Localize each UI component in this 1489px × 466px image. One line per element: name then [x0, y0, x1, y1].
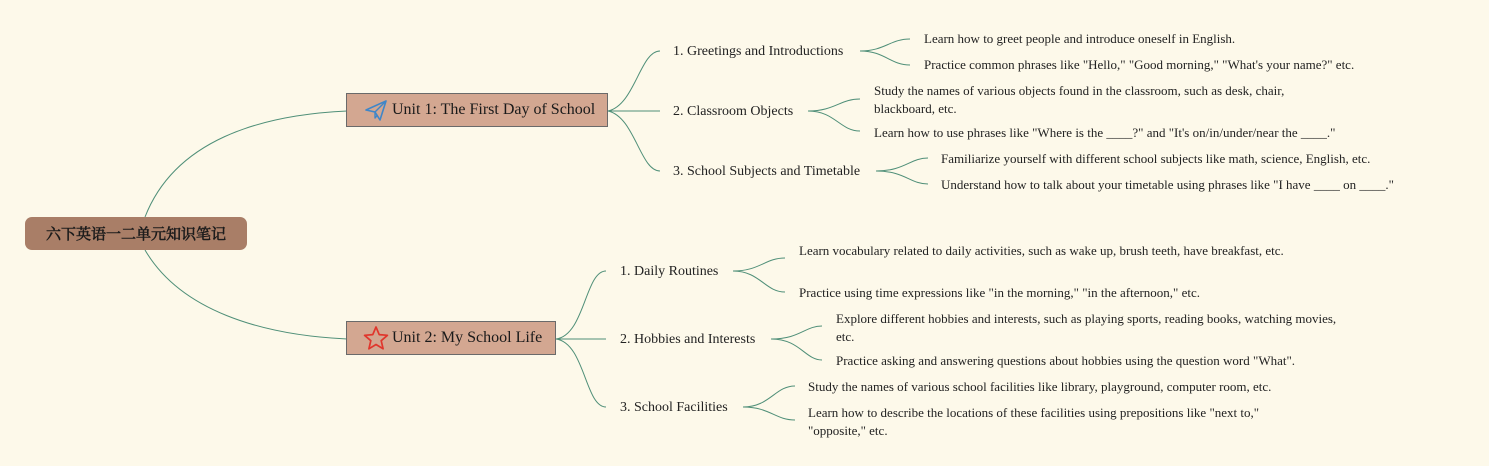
root-title: 六下英语一二单元知识笔记	[45, 225, 226, 243]
unit-2-topic-3-detail-2[interactable]: Learn how to describe the locations of these facilities using prepositions like "next to," "opposite," etc.	[808, 405, 1260, 438]
paper-plane-icon	[363, 97, 389, 123]
unit-2-topic-2[interactable]: 2. Hobbies and Interests	[620, 332, 756, 347]
unit-1-topic-3-detail-2[interactable]: Understand how to talk about your timetable using phrases like "I have ____ on ____."	[941, 177, 1394, 192]
unit-1-topic-1[interactable]: 1. Greetings and Introductions	[673, 44, 844, 59]
unit-1-topic-2-detail-1[interactable]: Study the names of various objects found in the classroom, such as desk, chair, blackboard, etc.	[874, 83, 1285, 116]
unit-2-topic-1-detail-2[interactable]: Practice using time expressions like "in the morning," "in the afternoon," etc.	[799, 285, 1201, 300]
unit-2-node[interactable]	[346, 321, 556, 355]
unit-2-topic-3-detail-1[interactable]: Study the names of various school facilities like library, playground, computer room, etc.	[808, 379, 1272, 394]
root-topic[interactable]	[25, 217, 247, 250]
star-icon	[363, 325, 389, 351]
unit-1-topic-1-detail-1[interactable]: Learn how to greet people and introduce oneself in English.	[924, 31, 1236, 46]
unit-1-topic-1-detail-2[interactable]: Practice common phrases like "Hello," "Good morning," "What's your name?" etc.	[924, 57, 1355, 72]
unit-1-topic-2[interactable]: 2. Classroom Objects	[673, 104, 794, 119]
unit-2-topic-1-detail-1[interactable]: Learn vocabulary related to daily activities, such as wake up, brush teeth, have breakfast, etc.	[799, 243, 1284, 258]
unit-1-topic-3-detail-1[interactable]: Familiarize yourself with different school subjects like math, science, English, etc.	[941, 151, 1371, 166]
unit-2-topic-1[interactable]: 1. Daily Routines	[620, 264, 719, 279]
unit-1-title: Unit 1: The First Day of School	[392, 101, 596, 118]
unit-2-topic-2-detail-2[interactable]: Practice asking and answering questions about hobbies using the question word "What".	[836, 353, 1296, 368]
unit-2-title: Unit 2: My School Life	[392, 329, 543, 346]
unit-1-topic-2-detail-2[interactable]: Learn how to use phrases like "Where is the ____?" and "It's on/in/under/near the ____."	[874, 125, 1336, 140]
unit-2-topic-2-detail-1[interactable]: Explore different hobbies and interests, such as playing sports, reading books, watching movies, etc.	[836, 311, 1337, 344]
unit-1-topic-3[interactable]: 3. School Subjects and Timetable	[673, 164, 861, 179]
unit-1-node[interactable]	[346, 93, 608, 127]
unit-2-topic-3[interactable]: 3. School Facilities	[620, 400, 728, 415]
